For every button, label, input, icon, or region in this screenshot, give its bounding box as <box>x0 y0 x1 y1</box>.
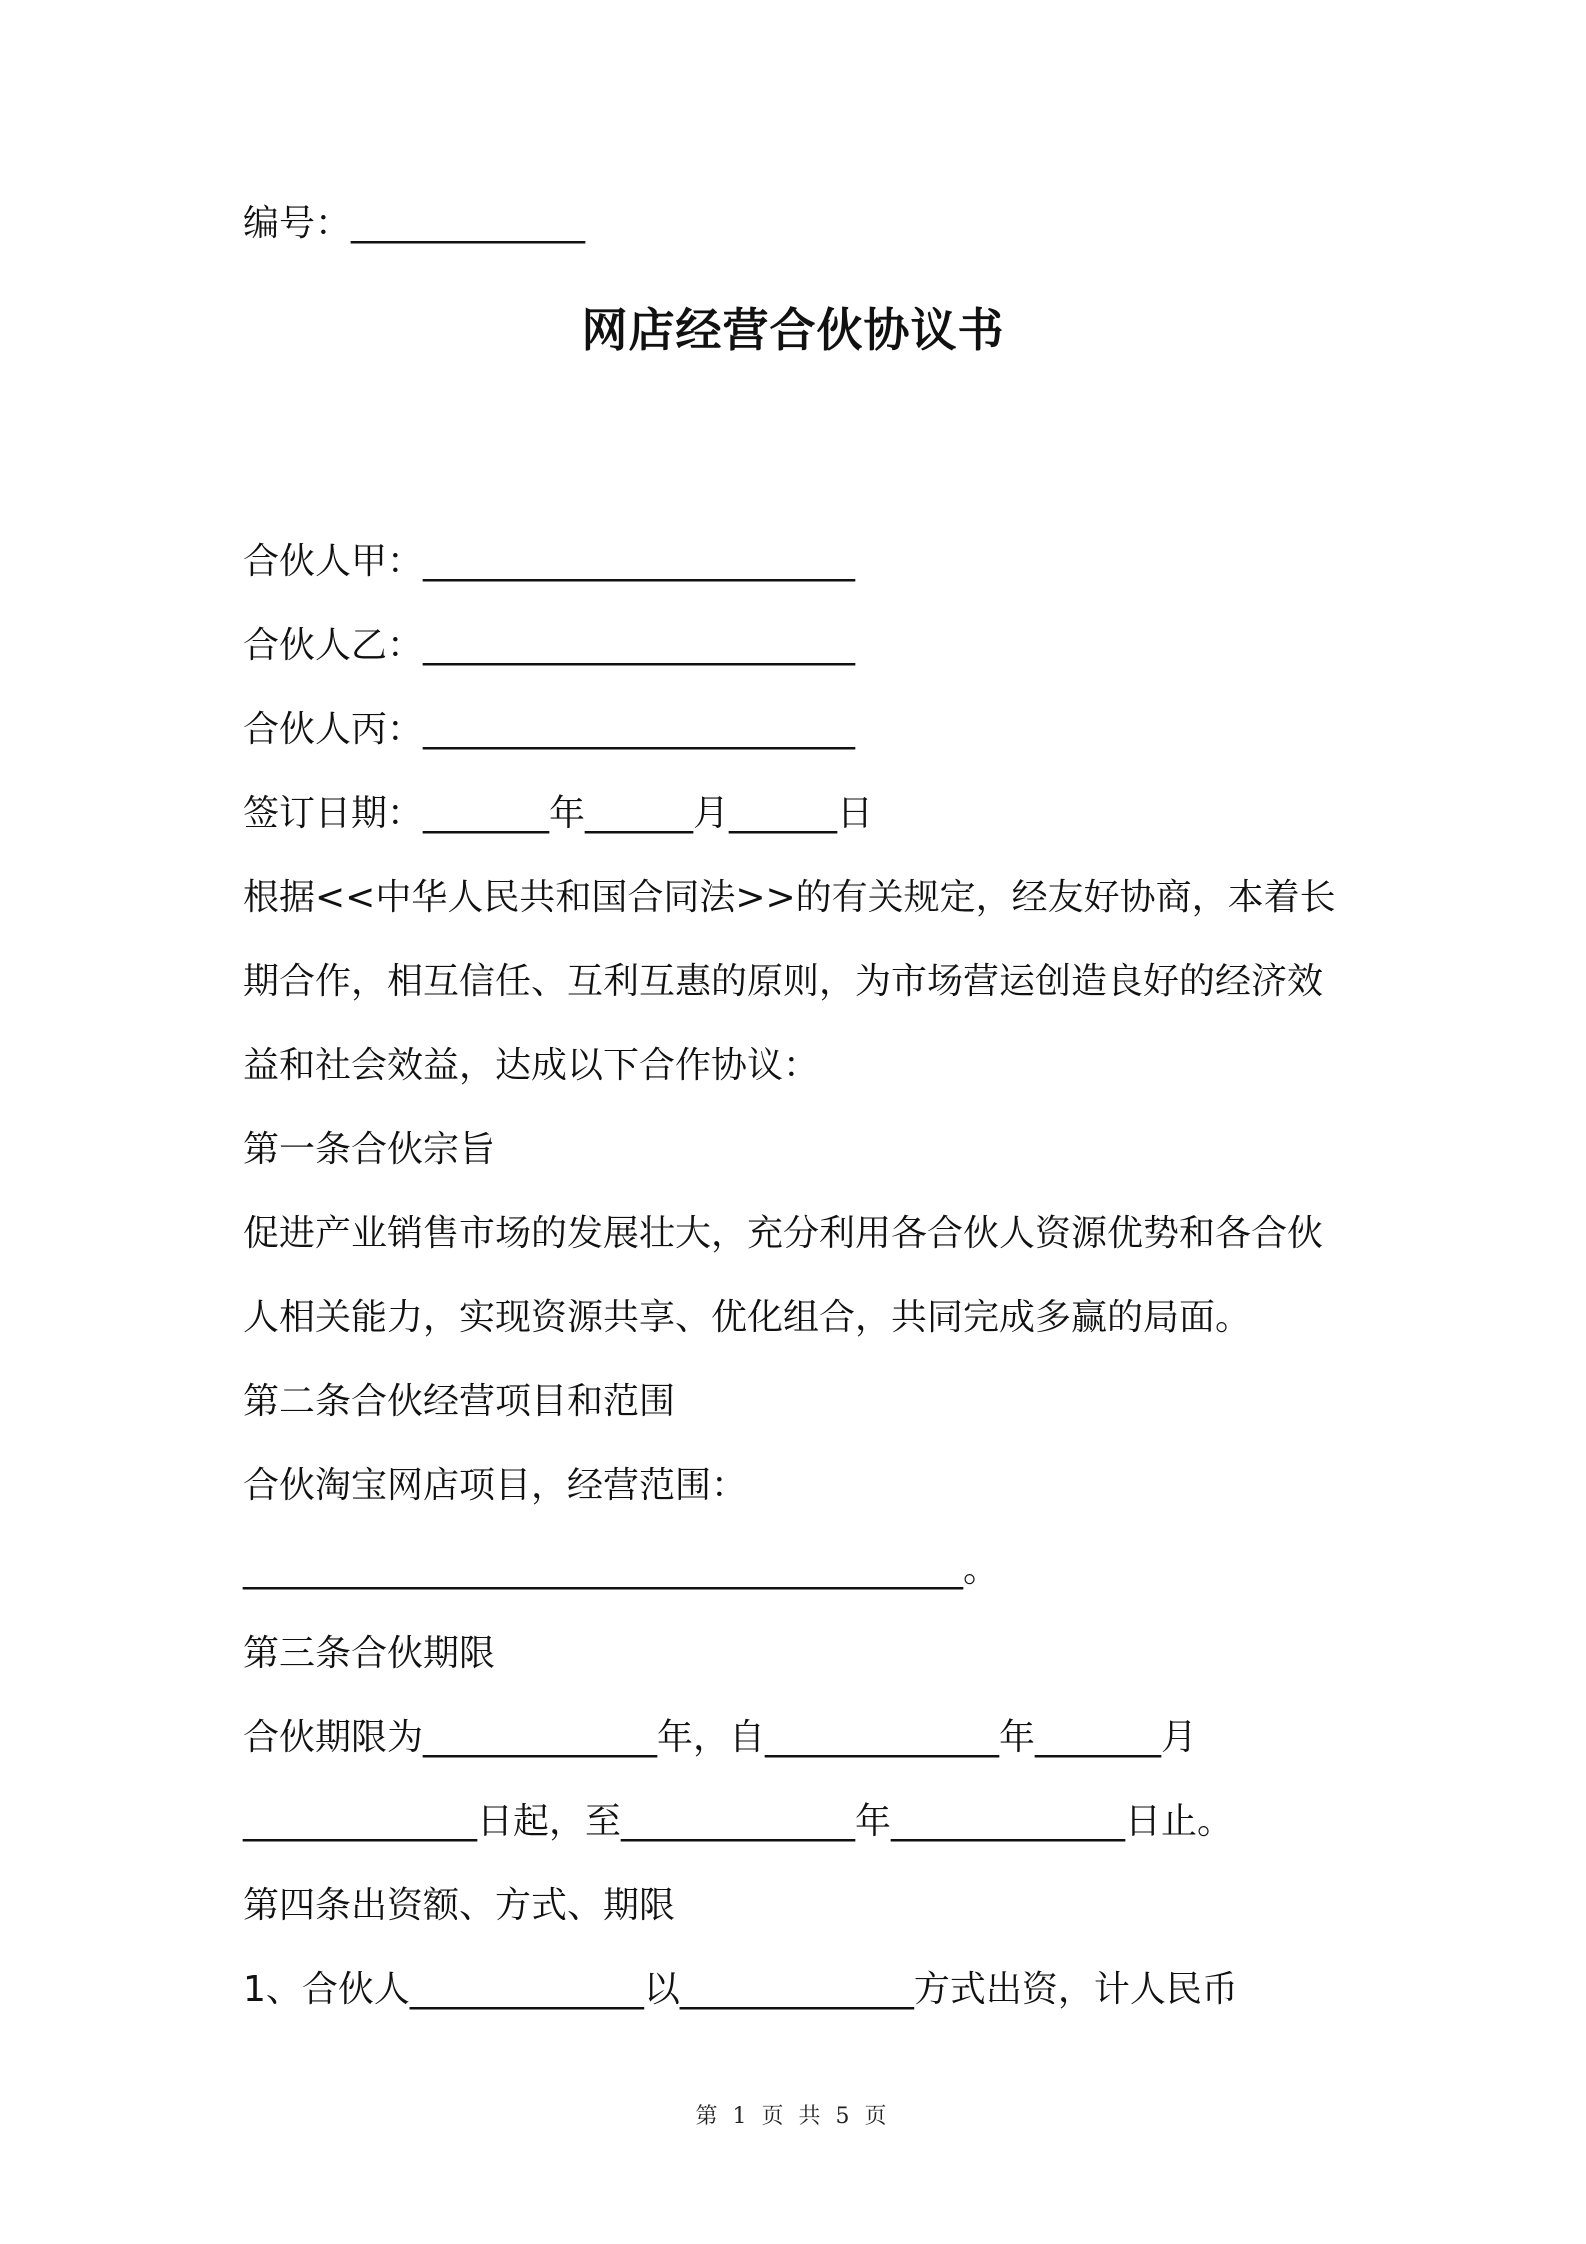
party-b-field: 合伙人乙：________________________ <box>243 625 856 666</box>
article-4-body-line-1: 1、合伙人_____________以_____________方式出资，计人民币 <box>243 1969 1238 2010</box>
preamble-line-3: 益和社会效益，达成以下合作协议： <box>243 1045 820 1086</box>
article-3-heading: 第三条合伙期限 <box>243 1633 496 1674</box>
article-2-scope-field: ________________________________________。 <box>243 1549 999 1590</box>
document-number-field: 编号：_____________ <box>243 203 586 244</box>
party-a-field: 合伙人甲：________________________ <box>243 541 856 582</box>
article-2-heading: 第二条合伙经营项目和范围 <box>243 1381 676 1422</box>
article-3-term-line-1: 合伙期限为_____________年，自_____________年_______月 <box>243 1717 1198 1758</box>
party-c-field: 合伙人丙：________________________ <box>243 709 856 750</box>
sign-date-field: 签订日期：_______年______月______日 <box>243 793 874 834</box>
article-1-heading: 第一条合伙宗旨 <box>243 1129 496 1170</box>
document-title: 网店经营合伙协议书 <box>581 303 1005 357</box>
page-number-footer: 第 1 页 共 5 页 <box>695 2104 891 2129</box>
article-1-body-line-1: 促进产业销售市场的发展壮大，充分利用各合伙人资源优势和各合伙 <box>243 1213 1324 1254</box>
preamble-line-1: 根据<<中华人民共和国合同法>>的有关规定，经友好协商，本着长 <box>243 877 1336 918</box>
article-1-body-line-2: 人相关能力，实现资源共享、优化组合，共同完成多赢的局面。 <box>243 1297 1252 1338</box>
article-3-term-line-2: _____________日起，至_____________年_____________日止。 <box>243 1801 1234 1842</box>
article-4-heading: 第四条出资额、方式、期限 <box>243 1885 676 1926</box>
article-2-body-line-1: 合伙淘宝网店项目，经营范围： <box>243 1465 748 1506</box>
preamble-line-2: 期合作，相互信任、互利互惠的原则，为市场营运创造良好的经济效 <box>243 961 1324 1002</box>
